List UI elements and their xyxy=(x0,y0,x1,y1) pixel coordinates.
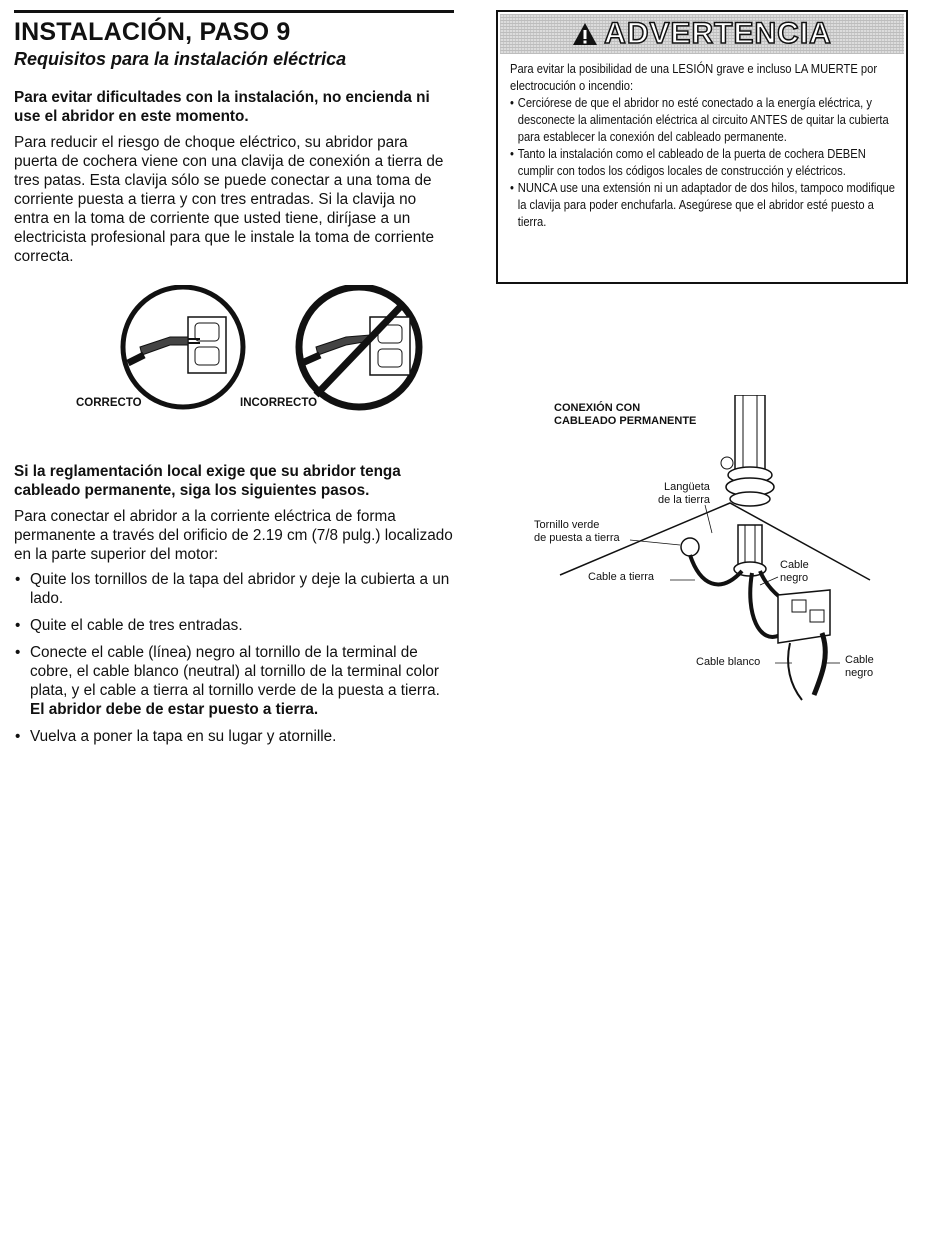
step-text: Quite los tornillos de la tapa del abridor y deje la cubierta a un lado. xyxy=(30,571,450,607)
step-emphasis: El abridor debe de estar puesto a tierra. xyxy=(30,701,319,718)
plug-figure xyxy=(70,285,430,415)
warning-triangle-icon xyxy=(572,22,598,46)
wiring-heading xyxy=(554,402,696,428)
step-text: Conecte el cable (línea) negro al tornillo de la terminal de cobre, el cable blanco (neutral) al tornillo de la terminal color plata, y el cable a tierra al tornillo verde de la puesta a tierra. xyxy=(30,644,440,699)
label-lengueta-line1: Langüeta xyxy=(664,481,710,493)
list-item xyxy=(14,727,454,746)
bullet-glyph: • xyxy=(15,644,21,661)
plug-illustration xyxy=(70,285,430,415)
permanent-wiring-section xyxy=(14,462,454,754)
label-tornillo-line1: Tornillo verde xyxy=(534,519,600,531)
incorrect-label: INCORRECTO xyxy=(240,397,318,409)
warning-item-text: Tanto la instalación como el cableado de la puerta de cochera DEBEN cumplir con todos los códigos locales de construcción y eléctricos. xyxy=(517,146,866,178)
section2-bold: Si la reglamentación local exige que su abridor tenga cableado permanente, siga los siguientes pasos. xyxy=(14,463,401,499)
left-column xyxy=(14,10,454,272)
page-title: INSTALACIÓN, PASO 9 xyxy=(14,18,291,46)
list-item xyxy=(14,616,454,635)
wiring-heading-line2: CABLEADO PERMANENTE xyxy=(554,415,697,427)
section2-text: Para conectar el abridor a la corriente eléctrica de forma permanente a través del orificio de 2.19 cm (7/8 pulg.) localizado en la parte superior del motor: xyxy=(14,508,453,563)
label-cable-negro-bottom-line2: negro xyxy=(845,667,874,679)
list-item xyxy=(510,94,897,145)
bullet-glyph: • xyxy=(510,95,514,110)
label-cable-negro-bottom xyxy=(845,654,874,680)
label-cable-negro-top-line1: Cable xyxy=(780,559,809,571)
bullet-glyph: • xyxy=(15,571,21,588)
warning-intro: Para evitar la posibilidad de una LESIÓN grave e incluso LA MUERTE por electrocución o incendio: xyxy=(510,61,878,93)
warning-box xyxy=(496,10,908,284)
label-cable-blanco: Cable blanco xyxy=(696,656,761,668)
label-tornillo xyxy=(534,519,620,545)
wiring-heading-line1: CONEXIÓN CON xyxy=(554,402,641,414)
intro-text: Para reducir el riesgo de choque eléctrico, su abridor para puerta de cochera viene con una clavija de conexión a tierra de tres patas. Esta clavija sólo se puede conectar a una toma de corriente puesta a tierra y con tres entradas. Si la clavija no entra en la toma de corriente que usted tiene, diríjase a un electricista profesional para que le instale la toma de corriente correcta. xyxy=(14,134,444,266)
list-item xyxy=(510,179,897,230)
step-text: Quite el cable de tres entradas. xyxy=(30,617,243,634)
label-cable-negro-top-line2: negro xyxy=(780,572,809,584)
bullet-glyph: • xyxy=(15,728,21,745)
label-cable-negro-bottom-line1: Cable xyxy=(845,654,874,666)
correct-plug-drawing xyxy=(123,287,243,407)
section-subtitle: Requisitos para la instalación eléctrica xyxy=(14,49,347,70)
intro-bold: Para evitar dificultades con la instalación, no encienda ni use el abridor en este momento. xyxy=(14,89,430,126)
bullet-glyph: • xyxy=(510,146,514,161)
label-cable-negro-top xyxy=(780,559,809,585)
warning-title xyxy=(572,17,832,51)
label-lengueta xyxy=(658,481,710,507)
warning-item-text: NUNCA use una extensión ni un adaptador de dos hilos, tampoco modifique la clavija para poder enchufarla. Asegúrese que el abridor esté puesto a tierra. xyxy=(517,180,895,229)
warning-list xyxy=(510,94,897,230)
incorrect-plug-drawing xyxy=(299,287,419,407)
list-item xyxy=(510,145,897,179)
steps-list xyxy=(14,570,454,746)
list-item xyxy=(14,643,454,719)
step-text: Vuelva a poner la tapa en su lugar y atornille. xyxy=(30,728,337,745)
warning-item-text: Cerciórese de que el abridor no esté conectado a la energía eléctrica, y desconecte la alimentación eléctrica al circuito ANTES de quitar la cubierta para establecer la conexión del cableado permanente. xyxy=(517,95,889,144)
bullet-glyph: • xyxy=(15,617,21,634)
list-item xyxy=(14,570,454,608)
warning-body xyxy=(510,60,898,230)
label-cable-tierra: Cable a tierra xyxy=(588,571,655,583)
label-tornillo-line2: de puesta a tierra xyxy=(534,532,620,544)
warning-title-text: ADVERTENCIA xyxy=(604,17,832,50)
bullet-glyph: • xyxy=(510,180,514,195)
correct-label: CORRECTO xyxy=(76,397,142,409)
warning-banner xyxy=(500,14,904,54)
label-lengueta-line2: de la tierra xyxy=(658,494,710,506)
top-rule xyxy=(14,10,454,13)
wiring-figure xyxy=(530,395,910,715)
